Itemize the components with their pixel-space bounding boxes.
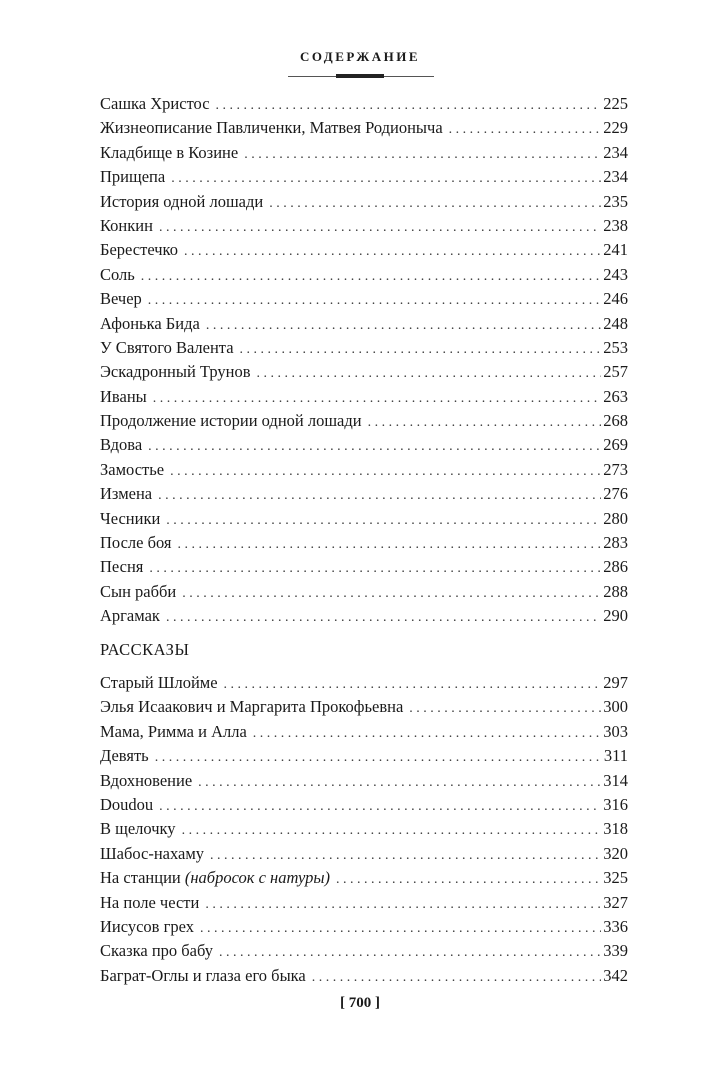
toc-entry-page: 339	[603, 941, 628, 961]
toc-entry	[100, 555, 628, 579]
dot-leader	[159, 795, 601, 819]
toc-entry	[100, 604, 628, 628]
toc-entry-page: 286	[603, 557, 628, 577]
dot-leader	[148, 289, 601, 313]
toc-entry-page: 268	[603, 411, 628, 431]
toc-entry-page: 297	[603, 673, 628, 692]
toc-entry-page: 300	[603, 697, 628, 717]
toc-entry-title: История одной лошади	[100, 191, 264, 211]
dot-leader	[257, 362, 602, 386]
toc-entry	[100, 287, 628, 311]
toc-entry-title: Сын рабби	[100, 581, 177, 601]
toc-entry-page: 283	[603, 533, 628, 553]
toc-entry-title: Замостье	[100, 459, 165, 479]
toc-entry-page: 241	[603, 240, 628, 260]
toc-entry-title: Соль	[100, 264, 135, 284]
toc-entry-title: Аргамак	[100, 606, 160, 626]
dot-leader	[148, 435, 601, 459]
toc-entry-page: 290	[603, 606, 628, 626]
toc-entry-title: Шабос-нахаму	[100, 843, 205, 863]
dot-leader	[312, 966, 602, 990]
toc-entry	[100, 793, 628, 817]
toc-entry	[100, 964, 628, 988]
dot-leader	[155, 746, 602, 770]
toc-entry-title: Конкин	[100, 215, 153, 235]
toc-entry-title: Песня	[100, 557, 144, 577]
toc-entry-page: 311	[603, 746, 628, 766]
toc-entry-page: 225	[603, 94, 628, 113]
toc-list-stories	[100, 671, 628, 988]
toc-entry-title: У Святого Валента	[100, 337, 234, 357]
toc-entry-title: В щелочку	[100, 819, 176, 839]
dot-leader	[198, 771, 601, 795]
toc-entry-title: Вдова	[100, 435, 143, 455]
toc-entry-page: 325	[603, 868, 628, 888]
toc-entry	[100, 263, 628, 287]
toc-entry-title: Жизнеописание Павличенки, Матвея Родионыча	[100, 118, 443, 138]
toc-entry	[100, 165, 628, 189]
toc-entry	[100, 720, 628, 744]
dot-leader	[141, 265, 601, 289]
dot-leader	[159, 216, 601, 240]
dot-leader	[269, 192, 601, 216]
dot-leader	[219, 941, 601, 965]
toc-entry-page: 234	[603, 167, 628, 187]
dot-leader	[206, 314, 601, 338]
dot-leader	[240, 338, 602, 362]
toc-entry-page: 288	[603, 581, 628, 601]
toc-entry-title: Продолжение истории одной лошади	[100, 411, 362, 431]
toc-entry	[100, 238, 628, 262]
toc-entry-page: 318	[603, 819, 628, 839]
toc-entry	[100, 92, 628, 116]
toc-entry	[100, 580, 628, 604]
toc-entry	[100, 671, 628, 695]
toc-entry-title: Кладбище в Козине	[100, 142, 239, 162]
toc-entry-title: Эскадронный Трунов	[100, 362, 251, 382]
dot-leader	[166, 606, 601, 630]
toc-entry	[100, 385, 628, 409]
toc-entry-title: На поле чести	[100, 892, 200, 912]
toc-entry-page: 327	[603, 892, 628, 912]
toc-entry	[100, 769, 628, 793]
dot-leader	[253, 722, 601, 746]
dot-leader	[224, 673, 602, 697]
toc-entry	[100, 817, 628, 841]
toc-entry-title: Сашка Христос	[100, 94, 210, 113]
toc-entry	[100, 939, 628, 963]
page-number: [ 700 ]	[340, 995, 380, 1011]
header-title: СОДЕРЖАНИЕ	[299, 49, 421, 64]
toc-entry-page: 253	[603, 337, 628, 357]
dot-leader	[244, 143, 601, 167]
toc-entry-page: 243	[603, 264, 628, 284]
dot-leader	[182, 819, 602, 843]
toc-entry-page: 235	[603, 191, 628, 211]
toc-entry-page: 269	[603, 435, 628, 455]
dot-leader	[205, 893, 601, 917]
dot-leader	[210, 844, 601, 868]
dot-leader	[153, 387, 602, 411]
toc-entry	[100, 409, 628, 433]
toc-entry-title: Иисусов грех	[100, 916, 194, 936]
toc-entry-page: 320	[603, 843, 628, 863]
toc-entry	[100, 891, 628, 915]
toc-entry	[100, 531, 628, 555]
toc-entry-title: Doudou	[100, 794, 154, 814]
toc-entry-page: 229	[603, 118, 628, 138]
toc-entry-page: 342	[603, 965, 628, 985]
dot-leader	[200, 917, 601, 941]
toc-entry-subtitle: (набросок с натуры)	[184, 868, 331, 888]
dot-leader	[368, 411, 602, 435]
dot-leader	[149, 557, 601, 581]
toc-entry	[100, 214, 628, 238]
dot-leader	[409, 697, 601, 721]
toc-entry-page: 238	[603, 215, 628, 235]
dot-leader	[336, 868, 601, 892]
toc-entry	[100, 507, 628, 531]
header-rule-accent	[336, 74, 384, 78]
toc-entry-title: Сказка про бабу	[100, 941, 214, 961]
toc-entry	[100, 744, 628, 768]
toc-entry-page: 280	[603, 508, 628, 528]
toc-entry-page: 248	[603, 313, 628, 333]
dot-leader	[178, 533, 602, 557]
toc-entry	[100, 116, 628, 140]
toc-entry-title: Измена	[100, 484, 153, 504]
toc-entry	[100, 458, 628, 482]
section-heading: РАССКАЗЫ	[100, 640, 190, 659]
dot-leader	[449, 118, 602, 142]
toc-entry-page: 276	[603, 484, 628, 504]
toc-entry-title: На станции (набросок с натуры)	[100, 868, 331, 888]
toc-entry	[100, 915, 628, 939]
toc-entry-page: 316	[603, 794, 628, 814]
dot-leader	[184, 240, 601, 264]
dot-leader	[170, 460, 601, 484]
toc-list-main	[100, 92, 628, 629]
toc-entry-title: Афонька Бида	[100, 313, 200, 333]
dot-leader	[166, 509, 601, 533]
toc-entry-title: Баграт-Оглы и глаза его быка	[100, 965, 306, 985]
toc-entry	[100, 336, 628, 360]
toc-entry	[100, 312, 628, 336]
toc-entry-page: 336	[603, 916, 628, 936]
toc-entry-title: Вдохновение	[100, 770, 193, 790]
dot-leader	[171, 167, 601, 191]
dot-leader	[182, 582, 601, 606]
toc-entry-title: Девять	[100, 746, 149, 766]
toc-entry-page: 234	[603, 142, 628, 162]
toc-entry-page: 303	[603, 721, 628, 741]
toc-entry-page: 257	[603, 362, 628, 382]
toc-entry-title: Вечер	[100, 289, 142, 309]
toc-entry-page: 246	[603, 289, 628, 309]
toc-entry-title: Прищепа	[100, 167, 166, 187]
toc-entry-page: 263	[603, 386, 628, 406]
dot-leader	[158, 484, 601, 508]
toc-entry-title: Чесники	[100, 508, 161, 528]
toc-entry	[100, 433, 628, 457]
toc-entry-title: Иваны	[100, 386, 147, 406]
toc-entry	[100, 482, 628, 506]
toc-entry-page: 273	[603, 459, 628, 479]
toc-entry	[100, 695, 628, 719]
toc-entry-title: После боя	[100, 533, 172, 553]
toc-entry	[100, 360, 628, 384]
toc-entry	[100, 190, 628, 214]
toc-entry	[100, 842, 628, 866]
toc-entry-title: Берестечко	[100, 240, 178, 260]
toc-entry	[100, 141, 628, 165]
toc-entry-page: 314	[603, 770, 628, 790]
running-header	[0, 48, 720, 66]
toc-entry-title: Мама, Римма и Алла	[100, 721, 247, 741]
toc-entry-title: Старый Шлойме	[100, 673, 218, 692]
toc-entry	[100, 866, 628, 890]
dot-leader	[216, 94, 602, 118]
toc-entry-title: Элья Исаакович и Маргарита Прокофьевна	[100, 697, 404, 717]
